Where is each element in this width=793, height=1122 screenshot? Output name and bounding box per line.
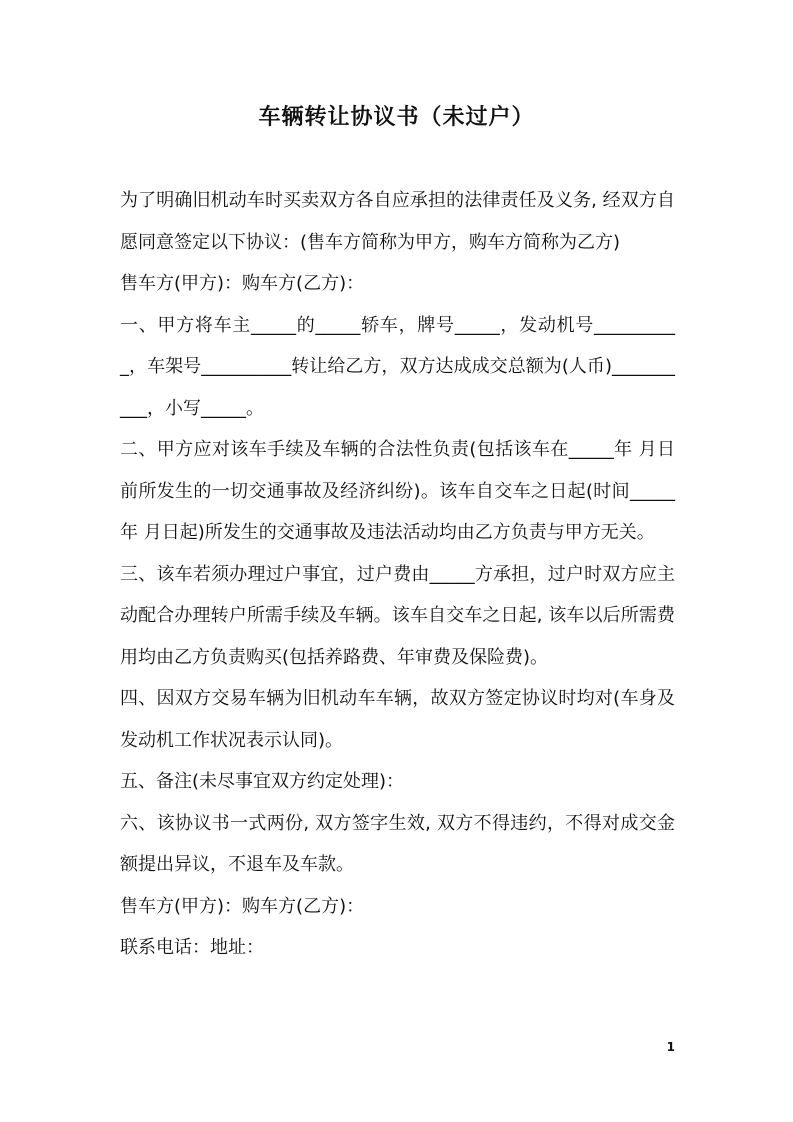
clause-three: 三、该车若须办理过户事宜，过户费由_____方承担，过户时双方应主动配合办理转户所需手续及车辆。该车自交车之日起, 该车以后所需费用均由乙方负责购买(包括养路费、年审费及保险费)。 <box>120 563 675 668</box>
document-title: 车辆转让协议书（未过户） <box>258 105 535 130</box>
contact-line: 联系电话：地址： <box>120 937 264 958</box>
document-body <box>120 180 675 969</box>
clause-five: 五、备注(未尽事宜双方约定处理)： <box>120 771 405 792</box>
clause-one: 一、甲方将车主_____的_____轿车，牌号_____，发动机号__________，车架号__________转让给乙方，双方达成成交总额为(人币)__________，小写_____。 <box>120 314 675 419</box>
paragraph-intro: 为了明确旧机动车时买卖双方各自应承担的法律责任及义务, 经双方自愿同意签定以下协议：(售车方简称为甲方，购车方简称为乙方) <box>120 190 675 253</box>
clause-six: 六、该协议书一式两份, 双方签字生效, 双方不得违约，不得对成交金额提出异议，不退车及车款。 <box>120 812 675 875</box>
clause-two: 二、甲方应对该车手续及车辆的合法性负责(包括该车在_____年 月日前所发生的一切交通事故及经济纠纷)。该车自交车之日起(时间_____年 月日起)所发生的交通事故及违法活动均由乙方负责与甲方无关。 <box>120 439 675 543</box>
page-number: 1 <box>666 1040 675 1054</box>
paragraph-parties: 售车方(甲方)：购车方(乙方)： <box>120 273 365 294</box>
signature-parties: 售车方(甲方)：购车方(乙方)： <box>120 895 365 917</box>
clause-four: 四、因双方交易车辆为旧机动车车辆，故双方签定协议时均对(车身及发动机工作状况表示认同)。 <box>120 688 675 751</box>
